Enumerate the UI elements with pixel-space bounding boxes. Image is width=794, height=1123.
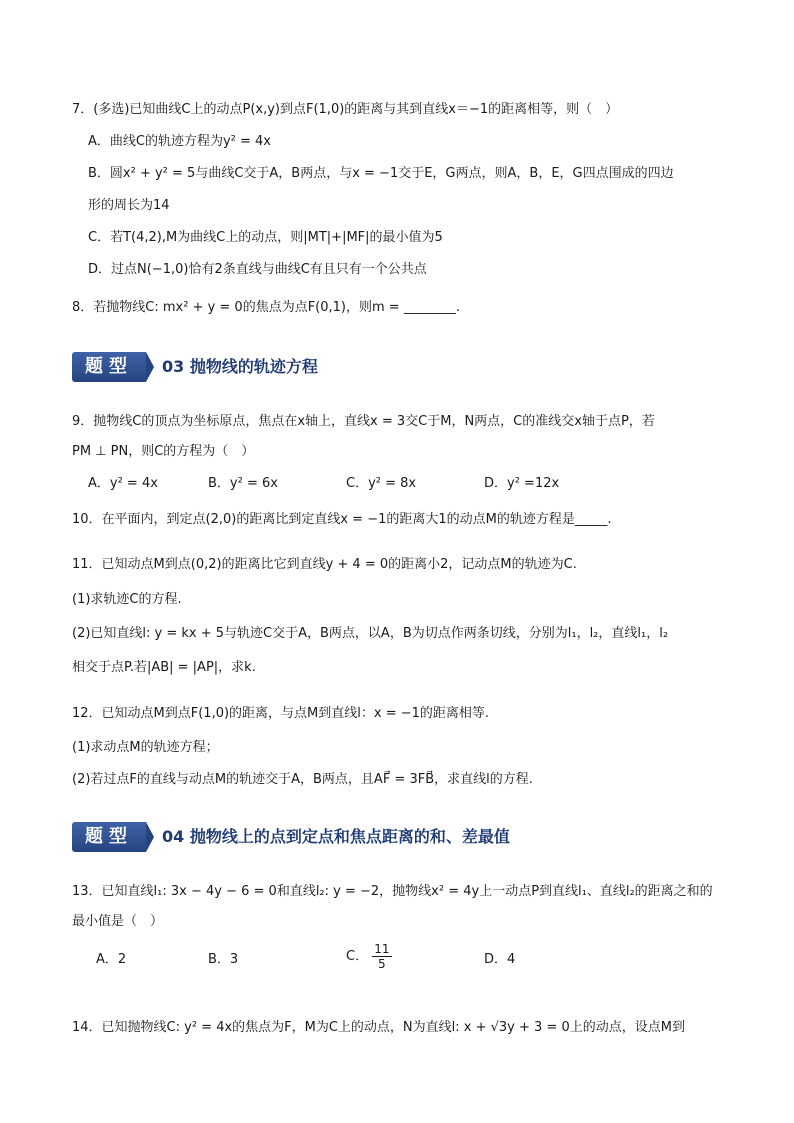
q10-stem: 10．在平面内，到定点(2,0)的距离比到定直线x = −1的距离大1的动点M的轨迹方程是_____. [72,512,612,527]
q11-part1: (1)求轨迹C的方程. [72,592,182,607]
section-03-title: 03 抛物线的轨迹方程 [162,357,318,376]
q13-stem-cont: 最小值是（ ） [72,914,164,929]
section-04-banner [72,822,732,852]
q7-option-c: C．若T(4,2),M为曲线C上的动点，则|MT|+|MF|的最小值为5 [88,230,443,245]
q13-option-d: D．4 [484,952,516,967]
q9-option-b: B．y² = 6x [208,476,278,491]
q9-option-d: D．y² =12x [484,476,560,491]
q9-option-c: C．y² = 8x [346,476,417,491]
q13-option-c-fraction [372,942,391,971]
q7-option-b-cont: 形的周长为14 [88,198,170,213]
q13-option-b: B．3 [208,952,239,967]
q13-stem: 13．已知直线l₁: 3x − 4y − 6 = 0和直线l₂: y = −2，抛物线x² = 4y上一动点P到直线l₁、直线l₂的距离之和的 [72,884,713,899]
q11-part2: (2)已知直线l: y = kx + 5与轨迹C交于A，B两点，以A，B为切点作两条切线，分别为l₁，l₂，直线l₁，l₂ [72,626,669,641]
q7-option-b: B．圆x² + y² = 5与曲线C交于A，B两点，与x = −1交于E，G两点，则A，B，E，G四点围成的四边 [88,166,674,181]
q13-option-c-label: C． [346,949,369,964]
q13-option-a: A．2 [96,952,127,967]
q13-option-c [346,942,392,971]
badge-tail-shape [146,352,154,382]
q9-option-a: A．y² = 4x [88,476,158,491]
section-04-badge: 题型 [72,822,146,852]
q12-stem: 12．已知动点M到点F(1,0)的距离，与点M到直线l：x = −1的距离相等. [72,706,490,721]
q11-stem: 11．已知动点M到点(0,2)的距离比它到直线y + 4 = 0的距离小2，记动点M的轨迹为C. [72,557,577,572]
badge-tail-shape [146,822,154,852]
q8-stem: 8．若抛物线C: mx² + y = 0的焦点为点F(0,1)，则m = ________. [72,300,460,315]
q7-option-d: D．过点N(−1,0)恰有2条直线与曲线C有且只有一个公共点 [88,262,427,277]
section-04-title: 04 抛物线上的点到定点和焦点距离的和、差最值 [162,827,510,846]
q7-option-a: A．曲线C的轨迹方程为y² = 4x [88,134,271,149]
q11-part2-cont: 相交于点P.若|AB| = |AP|，求k. [72,660,256,675]
section-03-badge: 题型 [72,352,146,382]
fraction-numerator: 11 [374,942,390,956]
q12-part2: (2)若过点F的直线与动点M的轨迹交于A，B两点，且AF⃗ = 3FB⃗，求直线l的方程. [72,772,533,787]
q7-stem: 7．(多选)已知曲线C上的动点P(x,y)到点F(1,0)的距离与其到直线x＝−1的距离相等，则（ ） [72,102,619,117]
q12-part1: (1)求动点M的轨迹方程； [72,740,219,755]
section-03-banner [72,352,732,382]
q14-stem: 14．已知抛物线C: y² = 4x的焦点为F，M为C上的动点，N为直线l: x + √3y + 3 = 0上的动点，设点M到 [72,1020,685,1035]
fraction-denominator: 5 [378,957,386,971]
q9-stem: 9．抛物线C的顶点为坐标原点，焦点在x轴上，直线x = 3交C于M，N两点，C的准线交x轴于点P，若 [72,414,655,429]
q9-stem-cont: PM ⊥ PN，则C的方程为（ ） [72,444,255,459]
